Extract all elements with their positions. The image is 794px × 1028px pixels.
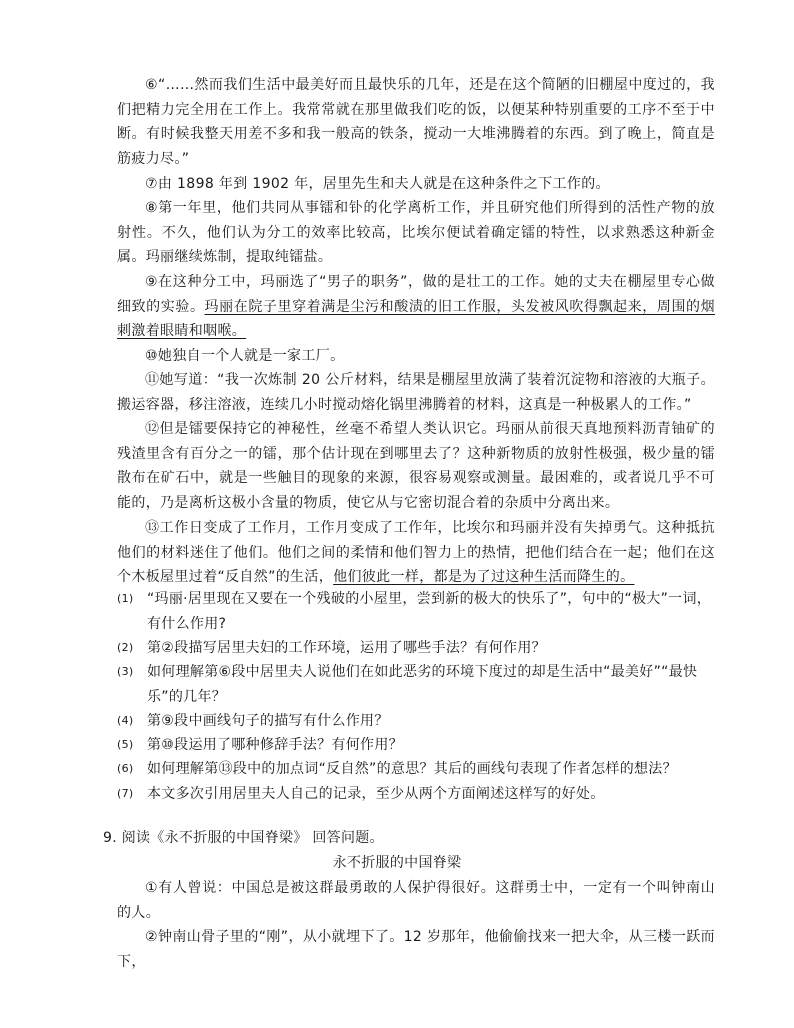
- question-number: (6): [117, 762, 134, 775]
- question-3: [117, 660, 717, 709]
- question-number: (7): [117, 787, 134, 800]
- section-9-heading: 9. 阅读《永不折服的中国脊梁》 回答问题。: [103, 830, 384, 846]
- question-4: [117, 709, 717, 734]
- question-5: [117, 733, 717, 758]
- paragraph-13: [117, 516, 715, 590]
- paragraph-6: ⑥“……然而我们生活中最美好而且最快乐的几年，还是在这个简陋的旧棚屋中度过的，我们把精力完全用在工作上。我常常就在那里做我们吃的饭，以便某种特别重要的工序不至于中断。有时候我整天用差不多和我一般高的铁条，搅动一大堆沸腾着的东西。到了晚上，简直是筋疲力尽。”: [117, 77, 715, 167]
- question-number: (5): [117, 738, 134, 751]
- question-number: (2): [117, 641, 134, 654]
- article-paragraph-1: ①有人曾说：中国总是被这群最勇敢的人保护得很好。这群勇士中，一定有一个叫钟南山的人。: [117, 880, 715, 921]
- question-text: 如何理解第⑥段中居里夫人说他们在如此恶劣的环境下度过的却是生活中“最美好”“最快乐”的几年？: [147, 664, 698, 705]
- paragraph-9-text: ⑨在这种分工中，玛丽选了“男子的职务”，做的是壮工的工作。她的丈夫在棚屋里专心做细致的实验。: [117, 274, 715, 315]
- question-text: 第②段描写居里夫妇的工作环境，运用了哪些手法？有何作用？: [147, 640, 546, 656]
- question-text: 本文多次引用居里夫人自己的记录，至少从两个方面阐述这样写的好处。: [147, 786, 605, 802]
- question-text: 第⑩段运用了哪种修辞手法？有何作用？: [147, 737, 403, 753]
- question-number: (3): [117, 665, 134, 678]
- question-text: 第⑨段中画线句子的描写有什么作用？: [147, 713, 389, 729]
- paragraph-11: ⑪她写道：“我一次炼制 20 公斤材料，结果是棚屋里放满了装着沉淀物和溶液的大瓶子。搬运容器，移注溶液，连续几小时搅动熔化锅里沸腾着的材料，这真是一种极累人的工作。”: [117, 372, 715, 413]
- article-paragraph-2: ②钟南山骨子里的“刚”，从小就埋下了。12 岁那年，他偷偷找来一把大伞，从三楼一跃而下，: [117, 929, 715, 970]
- article-title: 永不折服的中国脊梁: [332, 855, 462, 871]
- question-7: [117, 782, 717, 807]
- paragraph-9-underlined-sentence: 玛丽在院子里穿着满是尘污和酸渍的旧工作服，头发被风吹得飘起来，周围的烟刺激着眼睛和咽喉。: [117, 298, 715, 340]
- paragraph-9: [117, 270, 715, 344]
- question-text: “玛丽·居里现在又要在一个残破的小屋里，尝到新的极大的快乐了”，句中的“极大”一词，有什么作用?: [147, 591, 712, 632]
- question-2: [117, 636, 717, 661]
- paragraph-7: ⑦由 1898 年到 1902 年，居里先生和夫人就是在这种条件之下工作的。: [145, 176, 610, 192]
- question-number: (4): [117, 714, 134, 727]
- question-6: [117, 757, 717, 782]
- paragraph-12: ⑫但是镭要保持它的神秘性，丝毫不希望人类认识它。玛丽从前很天真地预料沥青铀矿的残渣里含有百分之一的镭，那个估计现在到哪里去了？这种新物质的放射性极强，极少量的镭散布在矿石中，就是一些触目的现象的来源，很容易观察或测量。最困难的，或者说几乎不可能的，乃是离析这极小含量的物质，使它从与它密切混合着的杂质中分离出来。: [117, 421, 715, 511]
- question-text: 如何理解第⑬段中的加点词“反自然”的意思？其后的画线句表现了作者怎样的想法？: [147, 761, 677, 777]
- paragraph-8: ⑧第一年里，他们共同从事镭和钋的化学离析工作，并且研究他们所得到的活性产物的放射性。不久，他们认为分工的效率比较高，比埃尔便试着确定镭的特性，以求熟悉这种新金属。玛丽继续炼制，提取纯镭盐。: [117, 200, 715, 266]
- question-1: [117, 587, 717, 636]
- paragraph-13-underlined-sentence: 他们彼此一样，都是为了过这种生活而降生的。: [333, 569, 635, 586]
- paragraph-13-text: ⑬工作日变成了工作月，工作月变成了工作年，比埃尔和玛丽并没有失掉勇气。这种抵抗他们的材料迷住了他们。他们之间的柔情和他们智力上的热情，把他们结合在一起；他们在这个木板屋里过着“反自然”的生活，: [117, 520, 715, 586]
- question-number: (1): [117, 592, 134, 605]
- paragraph-10: ⑩她独自一个人就是一家工厂。: [145, 348, 345, 364]
